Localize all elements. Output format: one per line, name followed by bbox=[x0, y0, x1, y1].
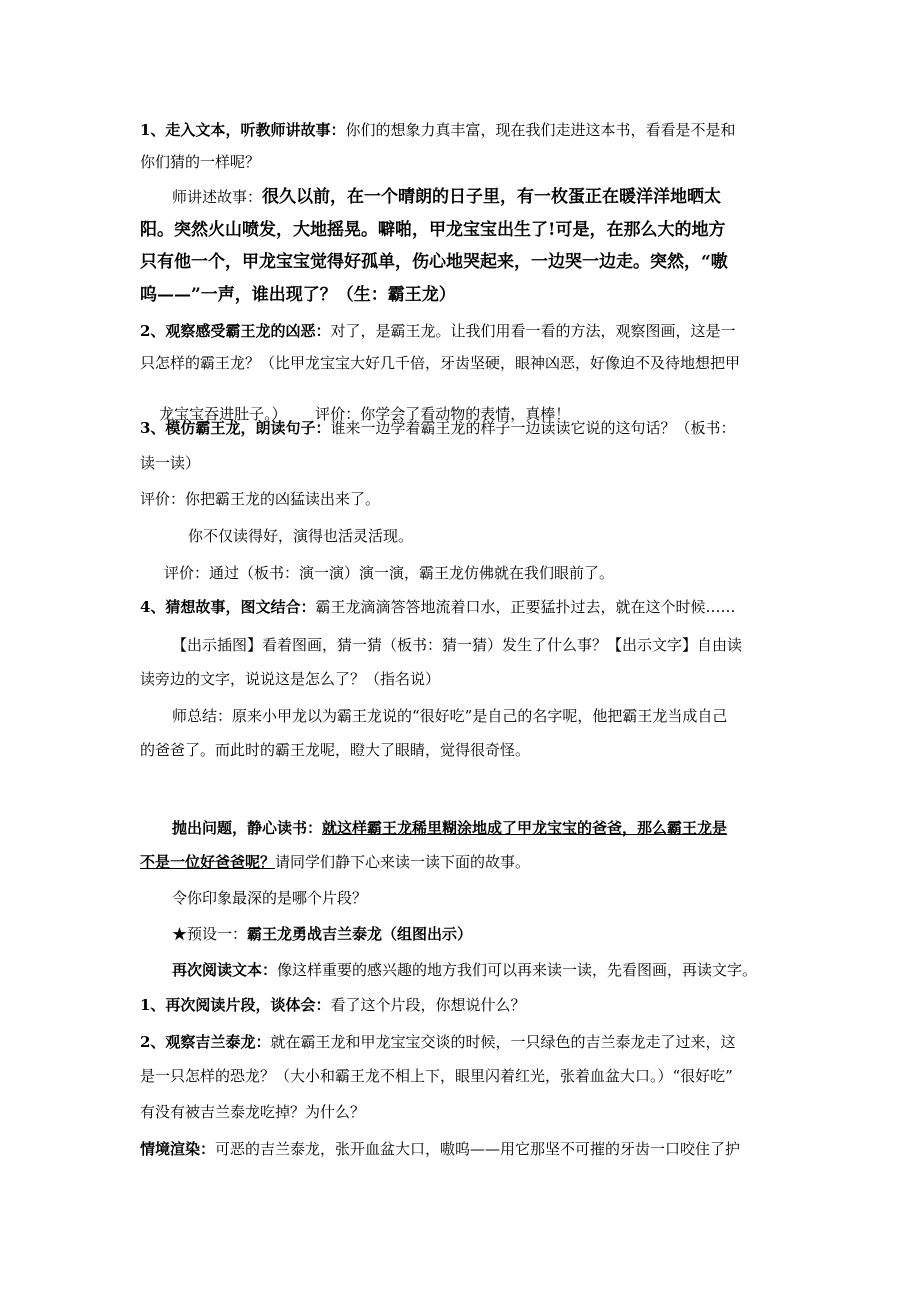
body-text: 令你印象最深的是哪个片段？ bbox=[172, 889, 368, 907]
body-text: 就在霸王龙和甲龙宝宝交谈的时候，一只绿色的吉兰泰龙走了过来，这 bbox=[270, 1033, 736, 1051]
text-line bbox=[172, 924, 800, 944]
section-heading: 情境渲染： bbox=[140, 1140, 216, 1158]
text-line bbox=[140, 152, 800, 172]
text-line bbox=[140, 353, 800, 373]
section-heading: 1、再次阅读片段，谈体会： bbox=[140, 996, 331, 1014]
body-text: 是一只怎样的恐龙？（大小和霸王龙不相上下，眼里闪着红光，张着血盆大口。）“很好吃” bbox=[140, 1067, 733, 1085]
body-text: 读一读） bbox=[140, 454, 201, 472]
text-line bbox=[172, 635, 800, 655]
text-line bbox=[140, 1066, 800, 1086]
body-text: 霸王龙滴滴答答地流着口水，正要猛扑过去，就在这个时候…… bbox=[315, 598, 736, 616]
key-question: 不是一位好爸爸呢？ bbox=[140, 853, 276, 871]
body-text: 谁来一边学着霸王龙的样子一边读读它说的这句话？（板书： bbox=[330, 419, 736, 437]
text-line bbox=[172, 960, 800, 980]
body-text: 评价：通过（板书：演一演）演一演，霸王龙仿佛就在我们眼前了。 bbox=[164, 564, 615, 582]
section-heading: 3、模仿霸王龙，朗读句子： bbox=[140, 419, 331, 437]
body-text: 你们猜的一样呢？ bbox=[140, 153, 261, 171]
key-question: 就这样霸王龙稀里糊涂地成了甲龙宝宝的爸爸，那么霸王龙是 bbox=[322, 819, 728, 837]
body-text: 你不仅读得好，演得也活灵活现。 bbox=[188, 527, 414, 545]
body-text: 可恶的吉兰泰龙，张开血盆大口，嗷呜——用它那坚不可摧的牙齿一口咬住了护 bbox=[215, 1140, 741, 1158]
body-text: 评价：你把霸王龙的凶猛读出来了。 bbox=[140, 490, 381, 508]
text-line bbox=[140, 852, 800, 872]
text-line bbox=[140, 1032, 800, 1052]
text-line bbox=[164, 563, 800, 583]
story-text: 很久以前，在一个晴朗的日子里，有一枚蛋正在暖洋洋地晒太 bbox=[262, 187, 722, 207]
text-line bbox=[140, 669, 800, 689]
section-heading: 2、观察吉兰泰龙： bbox=[140, 1033, 271, 1051]
body-text: 师总结：原来小甲龙以为霸王龙说的“很好吃”是自己的名字呢，他把霸王龙当成自己 bbox=[172, 707, 728, 725]
section-heading: 抛出问题，静心读书： bbox=[172, 819, 323, 837]
section-heading: 4、猜想故事，图文结合： bbox=[140, 598, 316, 616]
text-line bbox=[140, 1139, 800, 1159]
section-heading: 霸王龙勇战吉兰泰龙（组图出示） bbox=[247, 925, 473, 943]
text-line bbox=[140, 740, 800, 760]
body-text: 对了，是霸王龙。让我们用看一看的方法，观察图画，这是一 bbox=[330, 322, 736, 340]
body-text: 【出示插图】看着图画，猜一猜（板书：猜一猜）发生了什么事？【出示文字】自由读 bbox=[172, 636, 743, 654]
story-text: 呜——”一声，谁出现了？（生：霸王龙） bbox=[140, 285, 456, 305]
text-line bbox=[140, 453, 800, 473]
text-line bbox=[140, 1102, 800, 1122]
section-heading: 1、走入文本，听教师讲故事： bbox=[140, 121, 346, 139]
body-text: 师讲述故事： bbox=[172, 188, 263, 206]
section-heading: 2、观察感受霸王龙的凶恶： bbox=[140, 322, 331, 340]
text-line bbox=[172, 888, 800, 908]
text-line bbox=[172, 706, 800, 726]
body-text: 只怎样的霸王龙？（比甲龙宝宝大好几千倍，牙齿坚硬，眼神凶恶，好像迫不及待地想把甲 bbox=[140, 354, 741, 372]
body-text: 你们的想象力真丰富，现在我们走进这本书，看看是不是和 bbox=[345, 121, 736, 139]
body-text: 看了这个片段，你想说什么？ bbox=[330, 996, 526, 1014]
body-text: 龙宝宝吞进肚子。） 评价：你学会了看动物的表情，真棒！ bbox=[159, 405, 571, 423]
story-text: 只有他一个，甲龙宝宝觉得好孤单，伤心地哭起来，一边哭一边走。突然，“嗷 bbox=[140, 252, 728, 272]
body-text: ★预设一： bbox=[172, 925, 248, 943]
body-text: 有没有被吉兰泰龙吃掉？为什么？ bbox=[140, 1103, 366, 1121]
text-line bbox=[140, 597, 800, 617]
story-text: 阳。突然火山喷发，大地摇晃。噼啪，甲龙宝宝出生了!可是，在那么大的地方 bbox=[140, 220, 726, 240]
body-text: 读旁边的文字，说说这是怎么了？（指名说） bbox=[140, 670, 441, 688]
text-line bbox=[140, 489, 800, 509]
section-heading: 再次阅读文本： bbox=[172, 961, 278, 979]
text-line bbox=[172, 818, 800, 838]
text-line bbox=[140, 418, 800, 438]
body-text: 的爸爸了。而此时的霸王龙呢，瞪大了眼睛，觉得很奇怪。 bbox=[140, 741, 531, 759]
text-line bbox=[172, 187, 800, 207]
text-line bbox=[140, 995, 800, 1015]
body-text: 请同学们静下心来读一读下面的故事。 bbox=[275, 853, 531, 871]
body-text: 像这样重要的感兴趣的地方我们可以再来读一读，先看图画，再读文字。 bbox=[277, 961, 758, 979]
text-line bbox=[140, 120, 800, 140]
text-line bbox=[140, 321, 800, 341]
text-line bbox=[188, 526, 800, 546]
